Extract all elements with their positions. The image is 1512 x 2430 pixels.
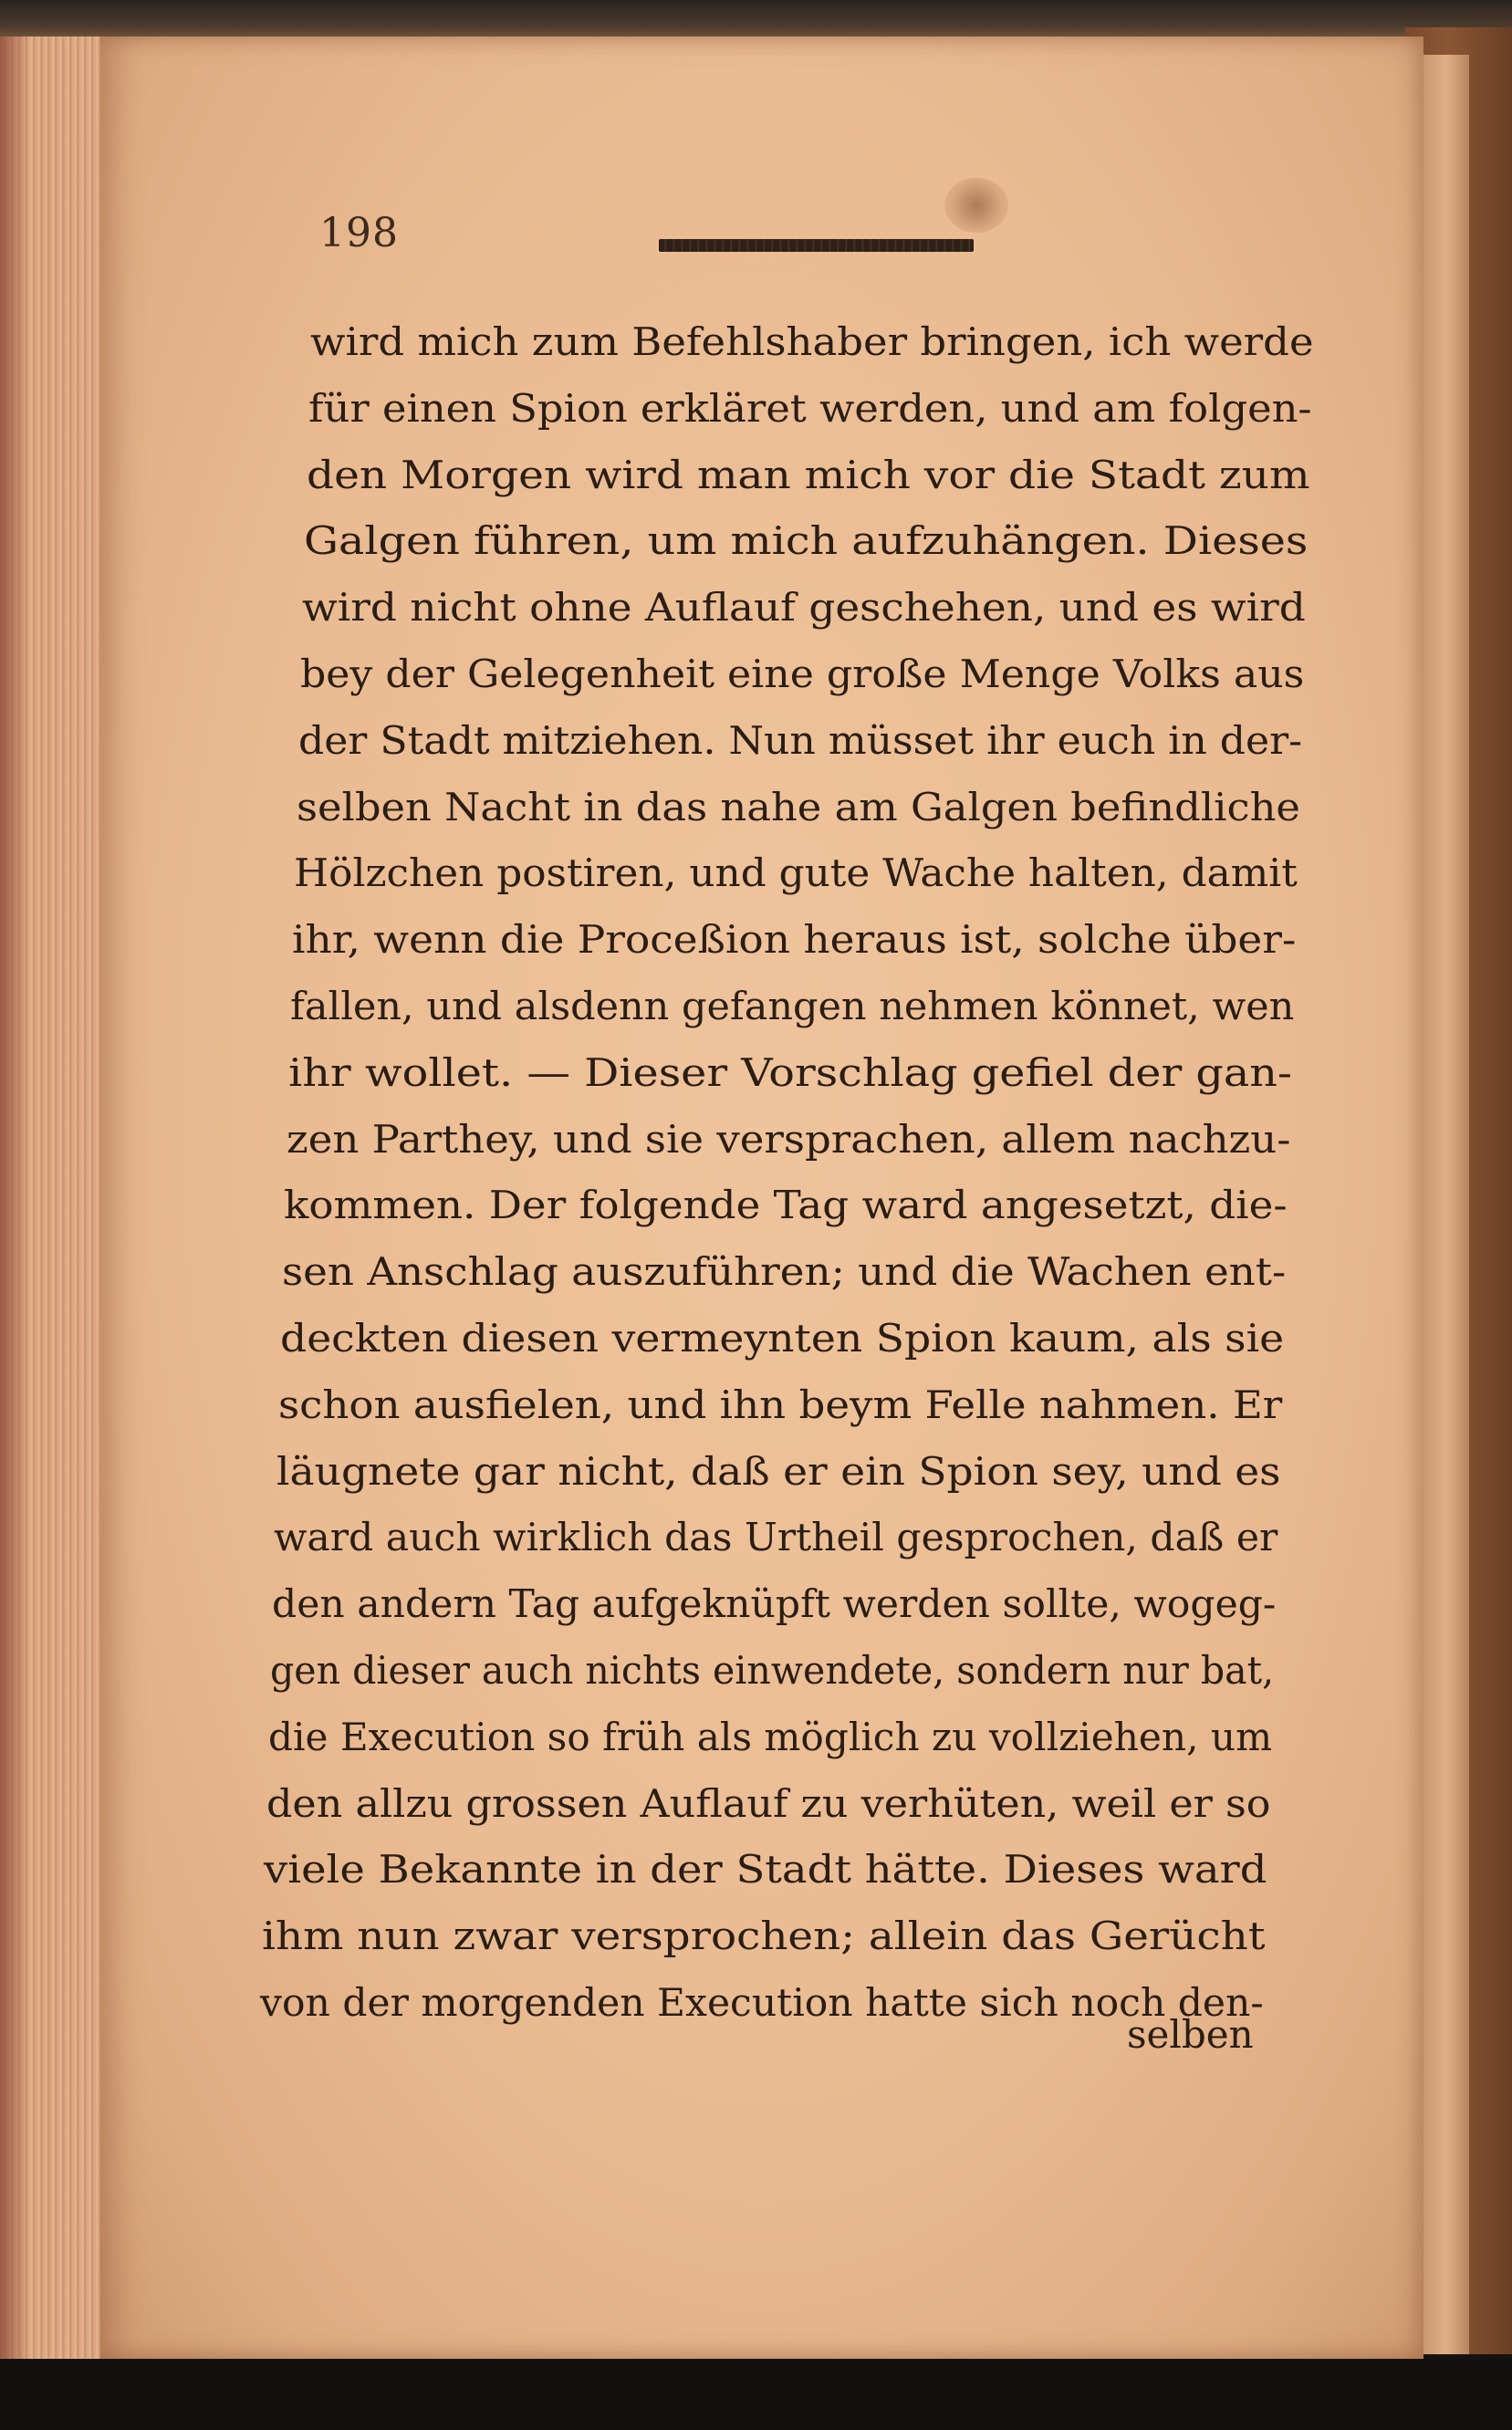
paper-stain — [944, 178, 1008, 233]
text-line: Hölzchen postiren, und gute Wache halten, damit — [294, 850, 1298, 896]
text-line: ihr wollet. — Dieser Vorschlag gefiel der gan- — [287, 1049, 1292, 1095]
text-line: sen Anschlag auszuführen; und die Wachen ent- — [282, 1249, 1287, 1295]
top-background — [0, 0, 1512, 37]
text-line: viele Bekannte in der Stadt hätte. Dieses ward — [264, 1847, 1267, 1893]
text-line: bey der Gelegenheit eine große Menge Volks aus — [300, 652, 1305, 696]
page-number: 198 — [319, 210, 399, 256]
text-line: wird nicht ohne Auflauf geschehen, und es wird — [302, 585, 1306, 631]
text-line: zen Parthey, und sie versprachen, allem nachzu- — [286, 1116, 1291, 1162]
text-line: für einen Spion erkläret werden, und am folgen- — [308, 385, 1312, 431]
text-line: den Morgen wird man mich vor die Stadt zum — [306, 452, 1310, 497]
text-line: den allzu grossen Auflauf zu verhüten, weil er so — [266, 1780, 1271, 1826]
header-ornament-rule — [659, 239, 974, 252]
facing-page-edge — [1423, 55, 1469, 2354]
gutter-shadow — [0, 37, 27, 2359]
text-line: den andern Tag aufgeknüpft werden sollte, wogeg- — [272, 1581, 1277, 1627]
text-line: kommen. Der folgende Tag ward angesetzt, die- — [284, 1183, 1288, 1228]
text-line: die Execution so früh als möglich zu vollziehen, um — [267, 1714, 1272, 1759]
text-line: läugnete gar nicht, daß er ein Spion sey, und es — [276, 1448, 1281, 1494]
text-line: ihm nun zwar versprochen; allein das Gerücht — [262, 1914, 1266, 1959]
text-line: gen dieser auch nichts einwendete, sondern nur bat, — [270, 1648, 1275, 1693]
text-line: wird mich zum Befehlshaber bringen, ich werde — [310, 319, 1314, 364]
bottom-background — [0, 2359, 1512, 2430]
text-line: schon ausfielen, und ihn beym Felle nahmen. Er — [277, 1382, 1283, 1427]
text-line: ward auch wirklich das Urtheil gesprochen, daß er — [274, 1515, 1278, 1560]
text-line: ihr, wenn die Proceßion heraus ist, solche über- — [292, 917, 1297, 963]
text-line: deckten diesen vermeynten Spion kaum, als sie — [280, 1316, 1285, 1361]
text-line: der Stadt mitziehen. Nun müsset ihr euch in der- — [297, 717, 1302, 763]
text-line: selben Nacht in das nahe am Galgen befindliche — [296, 784, 1300, 829]
text-line: fallen, und alsdenn gefangen nehmen könnet, wen — [290, 984, 1295, 1028]
text-line: Galgen führen, um mich aufzuhängen. Dieses — [304, 518, 1309, 564]
text-line: von der morgenden Execution hatte sich noch den- — [260, 1980, 1264, 2025]
catchword: selben — [1127, 2012, 1254, 2057]
